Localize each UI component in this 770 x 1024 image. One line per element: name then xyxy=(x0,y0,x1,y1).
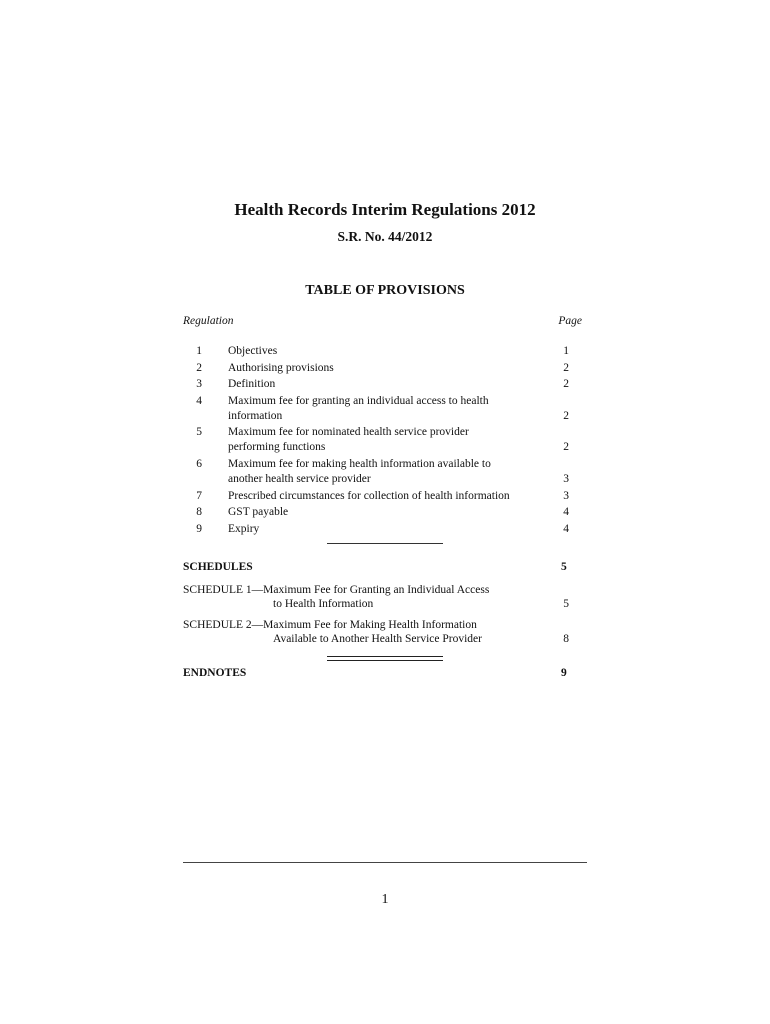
provision-number: 6 xyxy=(196,457,202,470)
provision-page: 2 xyxy=(563,361,569,374)
provision-title: Expiry xyxy=(228,522,260,535)
section-divider xyxy=(327,543,443,544)
provision-page: 1 xyxy=(563,345,569,357)
provision-page: 2 xyxy=(563,378,569,391)
provision-title: Authorising provisions xyxy=(228,361,334,374)
schedule-title-line: SCHEDULE 2—Maximum Fee for Making Health Information xyxy=(183,619,477,631)
schedule-page: 8 xyxy=(563,633,569,645)
provision-title: Objectives xyxy=(228,345,278,357)
provision-title: Definition xyxy=(228,378,276,391)
provision-entry[interactable] xyxy=(183,505,573,520)
provision-number: 5 xyxy=(196,426,202,439)
schedule-page: 5 xyxy=(563,598,569,610)
schedule-title-line: SCHEDULE 1—Maximum Fee for Granting an Individual Access xyxy=(183,584,490,596)
toc-heading: TABLE OF PROVISIONS xyxy=(305,283,465,298)
provision-title: Maximum fee for granting an individual access to health information xyxy=(228,394,489,422)
provision-entry[interactable] xyxy=(183,489,573,504)
schedule-entry-2[interactable] xyxy=(183,618,573,646)
provision-entry[interactable] xyxy=(183,425,573,455)
schedules-heading-page: 5 xyxy=(561,561,567,573)
provision-number: 9 xyxy=(196,522,202,535)
endnotes-heading[interactable]: ENDNOTES xyxy=(183,667,247,679)
schedule-title-line: to Health Information xyxy=(273,598,374,610)
provision-entry[interactable] xyxy=(183,377,573,392)
provision-entry[interactable] xyxy=(183,522,573,537)
provision-entry[interactable] xyxy=(183,361,573,376)
provisions-list xyxy=(183,344,573,538)
page-column-header: Page xyxy=(558,315,582,327)
provision-number: 8 xyxy=(196,506,202,519)
provision-page: 4 xyxy=(563,506,569,519)
schedule-title-line: Available to Another Health Service Provider xyxy=(273,633,482,645)
provision-number: 3 xyxy=(196,378,202,391)
double-divider xyxy=(327,656,443,661)
provision-entry[interactable] xyxy=(183,394,573,424)
footer-rule xyxy=(183,862,587,863)
provision-title: GST payable xyxy=(228,506,289,519)
provision-number: 4 xyxy=(196,394,202,407)
schedules-heading[interactable]: SCHEDULES xyxy=(183,561,253,573)
document-number: S.R. No. 44/2012 xyxy=(337,229,433,244)
provision-title: Prescribed circumstances for collection of health information xyxy=(228,489,510,502)
endnotes-page: 9 xyxy=(561,667,567,679)
provision-number: 7 xyxy=(196,489,202,502)
provision-page: 3 xyxy=(563,489,569,502)
provision-page: 4 xyxy=(563,522,569,535)
provision-title: Maximum fee for nominated health service provider performing functions xyxy=(228,426,469,454)
provision-page: 2 xyxy=(563,441,569,454)
provision-page: 2 xyxy=(563,409,569,422)
schedule-entry-1[interactable] xyxy=(183,583,573,611)
provision-number: 1 xyxy=(196,345,202,357)
provision-title: Maximum fee for making health information available to another health service provider xyxy=(228,457,491,485)
provision-entry[interactable] xyxy=(183,457,573,487)
provision-entry[interactable] xyxy=(183,344,573,359)
regulation-column-header: Regulation xyxy=(183,315,234,327)
document-title: Health Records Interim Regulations 2012 xyxy=(234,200,536,219)
page-number: 1 xyxy=(381,892,389,907)
provision-page: 3 xyxy=(563,472,569,485)
provision-number: 2 xyxy=(196,361,202,374)
